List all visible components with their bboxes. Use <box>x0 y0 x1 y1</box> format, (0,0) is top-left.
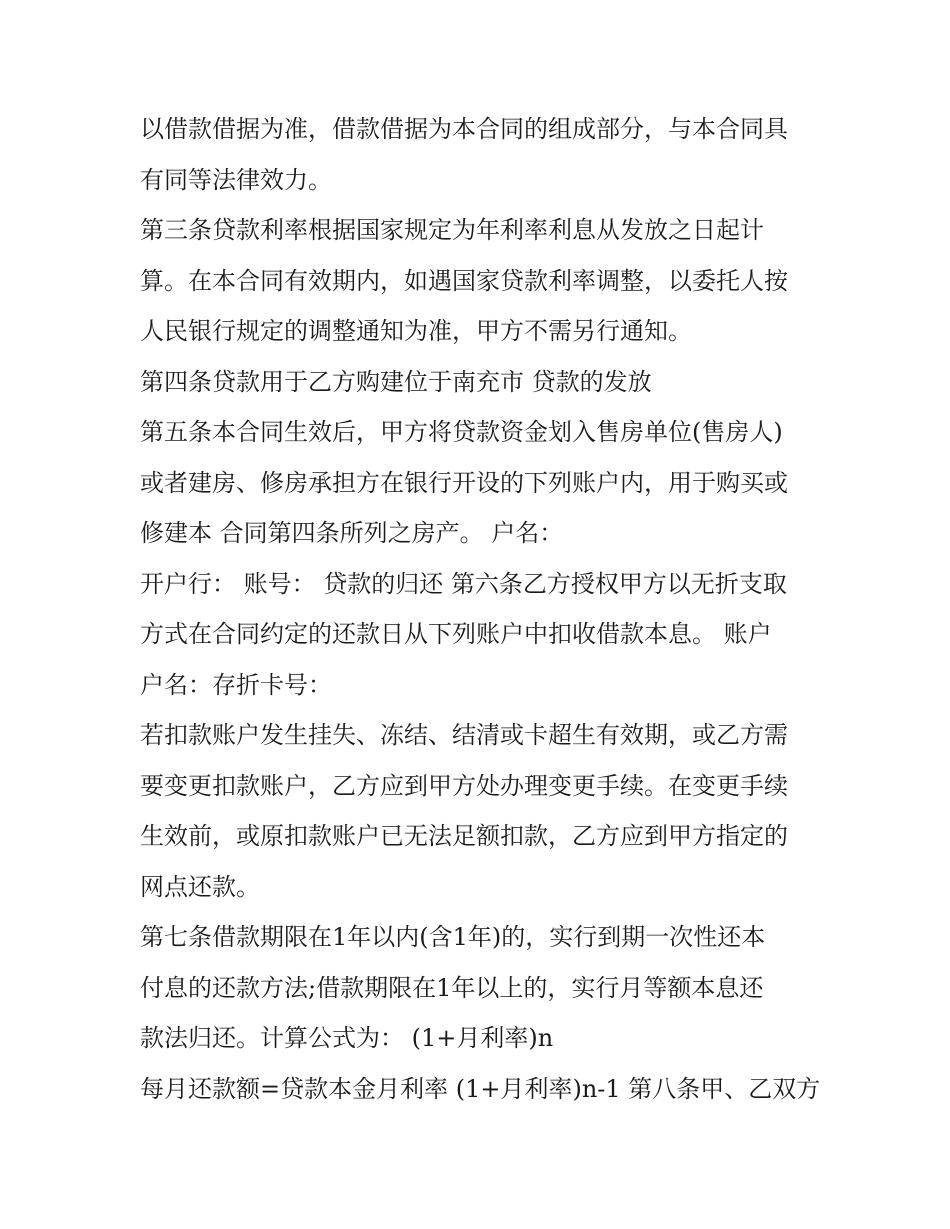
text-line-19: 款法归还。计算公式为： (1+月利率)n <box>140 1024 554 1052</box>
text-line-3: 第三条贷款利率根据国家规定为年利率利息从发放之日起计 <box>140 216 764 244</box>
text-line-7: 第五条本合同生效后，甲方将贷款资金划入售房单位(售房人) <box>140 418 783 446</box>
text-line-12: 户名：存折卡号： <box>140 670 332 699</box>
text-line-18: 付息的还款方法;借款期限在1年以上的，实行月等额本息还 <box>140 973 764 1002</box>
text-line-17: 第七条借款期限在1年以内(含1年)的，实行到期一次性还本 <box>140 923 766 951</box>
text-line-11: 方式在合同约定的还款日从下列账户中扣收借款本息。 账户 <box>140 620 772 648</box>
contract-body-text <box>140 104 820 1114</box>
text-line-16: 网点还款。 <box>140 872 260 901</box>
text-line-15: 生效前，或原扣款账户已无法足额扣款，乙方应到甲方指定的 <box>140 822 788 850</box>
text-line-8: 或者建房、修房承担方在银行开设的下列账户内，用于购买或 <box>140 468 788 497</box>
text-line-20: 每月还款额=贷款本金月利率 (1+月利率)n-1 第八条甲、乙双方 <box>140 1074 821 1103</box>
text-line-6: 第四条贷款用于乙方购建位于南充市 贷款的发放 <box>140 367 652 396</box>
text-line-10: 开户行： 账号： 贷款的归还 第六条乙方授权甲方以无折支取 <box>140 569 787 598</box>
text-line-9: 修建本 合同第四条所列之房产。 户名： <box>140 519 564 547</box>
text-line-1: 以借款借据为准，借款借据为本合同的组成部分，与本合同具 <box>140 115 788 143</box>
text-line-14: 要变更扣款账户，乙方应到甲方处办理变更手续。在变更手续 <box>140 771 788 800</box>
text-line-5: 人民银行规定的调整通知为准，甲方不需另行通知。 <box>140 317 692 345</box>
text-line-2: 有同等法律效力。 <box>140 165 332 194</box>
text-line-13: 若扣款账户发生挂失、冻结、结清或卡超生有效期，或乙方需 <box>140 721 788 749</box>
text-line-4: 算。在本合同有效期内，如遇国家贷款利率调整，以委托人按 <box>140 266 788 295</box>
